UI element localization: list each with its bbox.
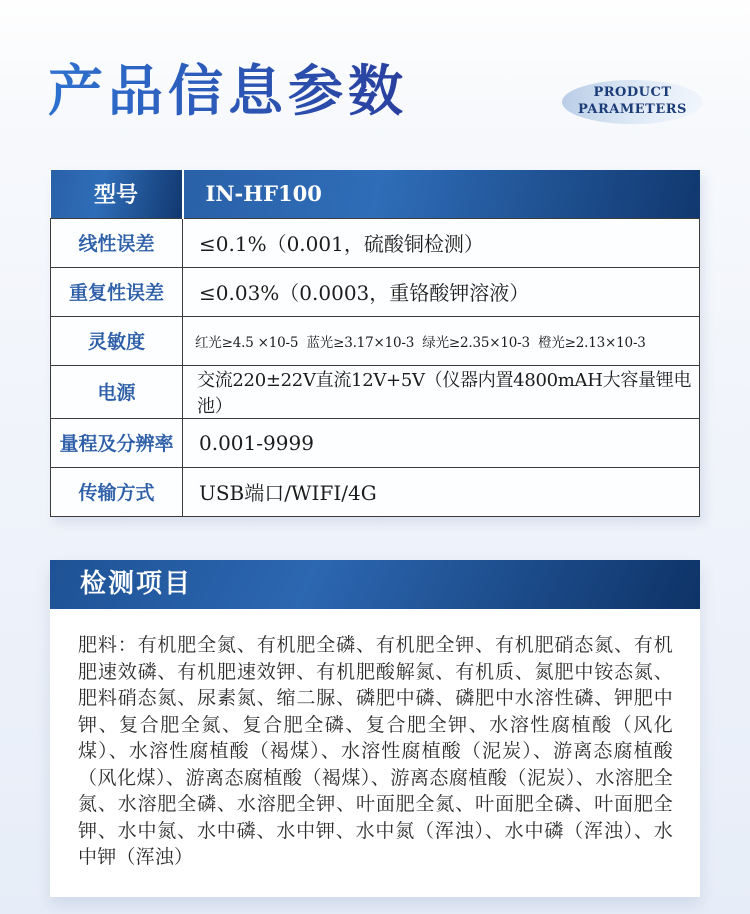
page-title: 产品信息参数 — [48, 58, 409, 123]
detection-section-title: 检测项目 — [50, 560, 700, 609]
spec-value-cell: 0.001-9999 — [183, 418, 700, 467]
spec-value-cell: 交流220±22V直流12V+5V（仪器内置4800mAH大容量锂电池） — [183, 365, 700, 418]
detection-card — [50, 560, 700, 897]
spec-header-value: IN-HF100 — [183, 170, 700, 218]
detection-body — [50, 609, 700, 897]
badge-line1: PRODUCT — [593, 85, 672, 101]
spec-value-cell: USB端口/WIFI/4G — [183, 467, 700, 516]
table-row — [51, 316, 700, 365]
spec-label-cell: 灵敏度 — [51, 316, 183, 365]
detection-items-text: 肥料：有机肥全氮、有机肥全磷、有机肥全钾、有机肥硝态氮、有机肥速效磷、有机肥速效钾、有机肥酸解氮、有机质、氮肥中铵态氮、肥料硝态氮、尿素氮、缩二脲、磷肥中磷、磷肥中水溶性磷、钾肥中钾、复合肥全氮、复合肥全磷、复合肥全钾、水溶性腐植酸（风化煤）、水溶性腐植酸（褐煤）、水溶性腐植酸（泥炭）、游离态腐植酸（风化煤）、游离态腐植酸（褐煤）、游离态腐植酸（泥炭）、水溶肥全氮、水溶肥全磷、水溶肥全钾、叶面肥全氮、叶面肥全磷、叶面肥全钾、水中氮、水中磷、水中钾、水中氮（浑浊）、水中磷（浑浊）、水中钾（浑浊） — [78, 634, 673, 868]
table-row — [51, 267, 700, 316]
spec-value-cell: 红光≥4.5 ×10-5 蓝光≥3.17×10-3 绿光≥2.35×10-3 橙光≥2.13×10-3 — [183, 316, 700, 365]
spec-header-row — [51, 170, 700, 218]
table-row — [51, 418, 700, 467]
product-parameters-badge — [562, 80, 703, 124]
spec-label-cell: 线性误差 — [51, 218, 183, 267]
table-row — [51, 467, 700, 516]
table-row — [51, 365, 700, 418]
spec-value-cell: ≤0.1%（0.001，硫酸铜检测） — [183, 218, 700, 267]
spec-label-cell: 重复性误差 — [51, 267, 183, 316]
spec-label-cell: 量程及分辨率 — [51, 418, 183, 467]
badge-line2: PARAMETERS — [578, 102, 687, 117]
spec-value-cell: ≤0.03%（0.0003，重铬酸钾溶液） — [183, 267, 700, 316]
spec-table — [50, 170, 700, 517]
spec-label-cell: 电源 — [51, 365, 183, 418]
spec-header-label: 型号 — [51, 170, 183, 218]
spec-label-cell: 传输方式 — [51, 467, 183, 516]
table-row — [51, 218, 700, 267]
